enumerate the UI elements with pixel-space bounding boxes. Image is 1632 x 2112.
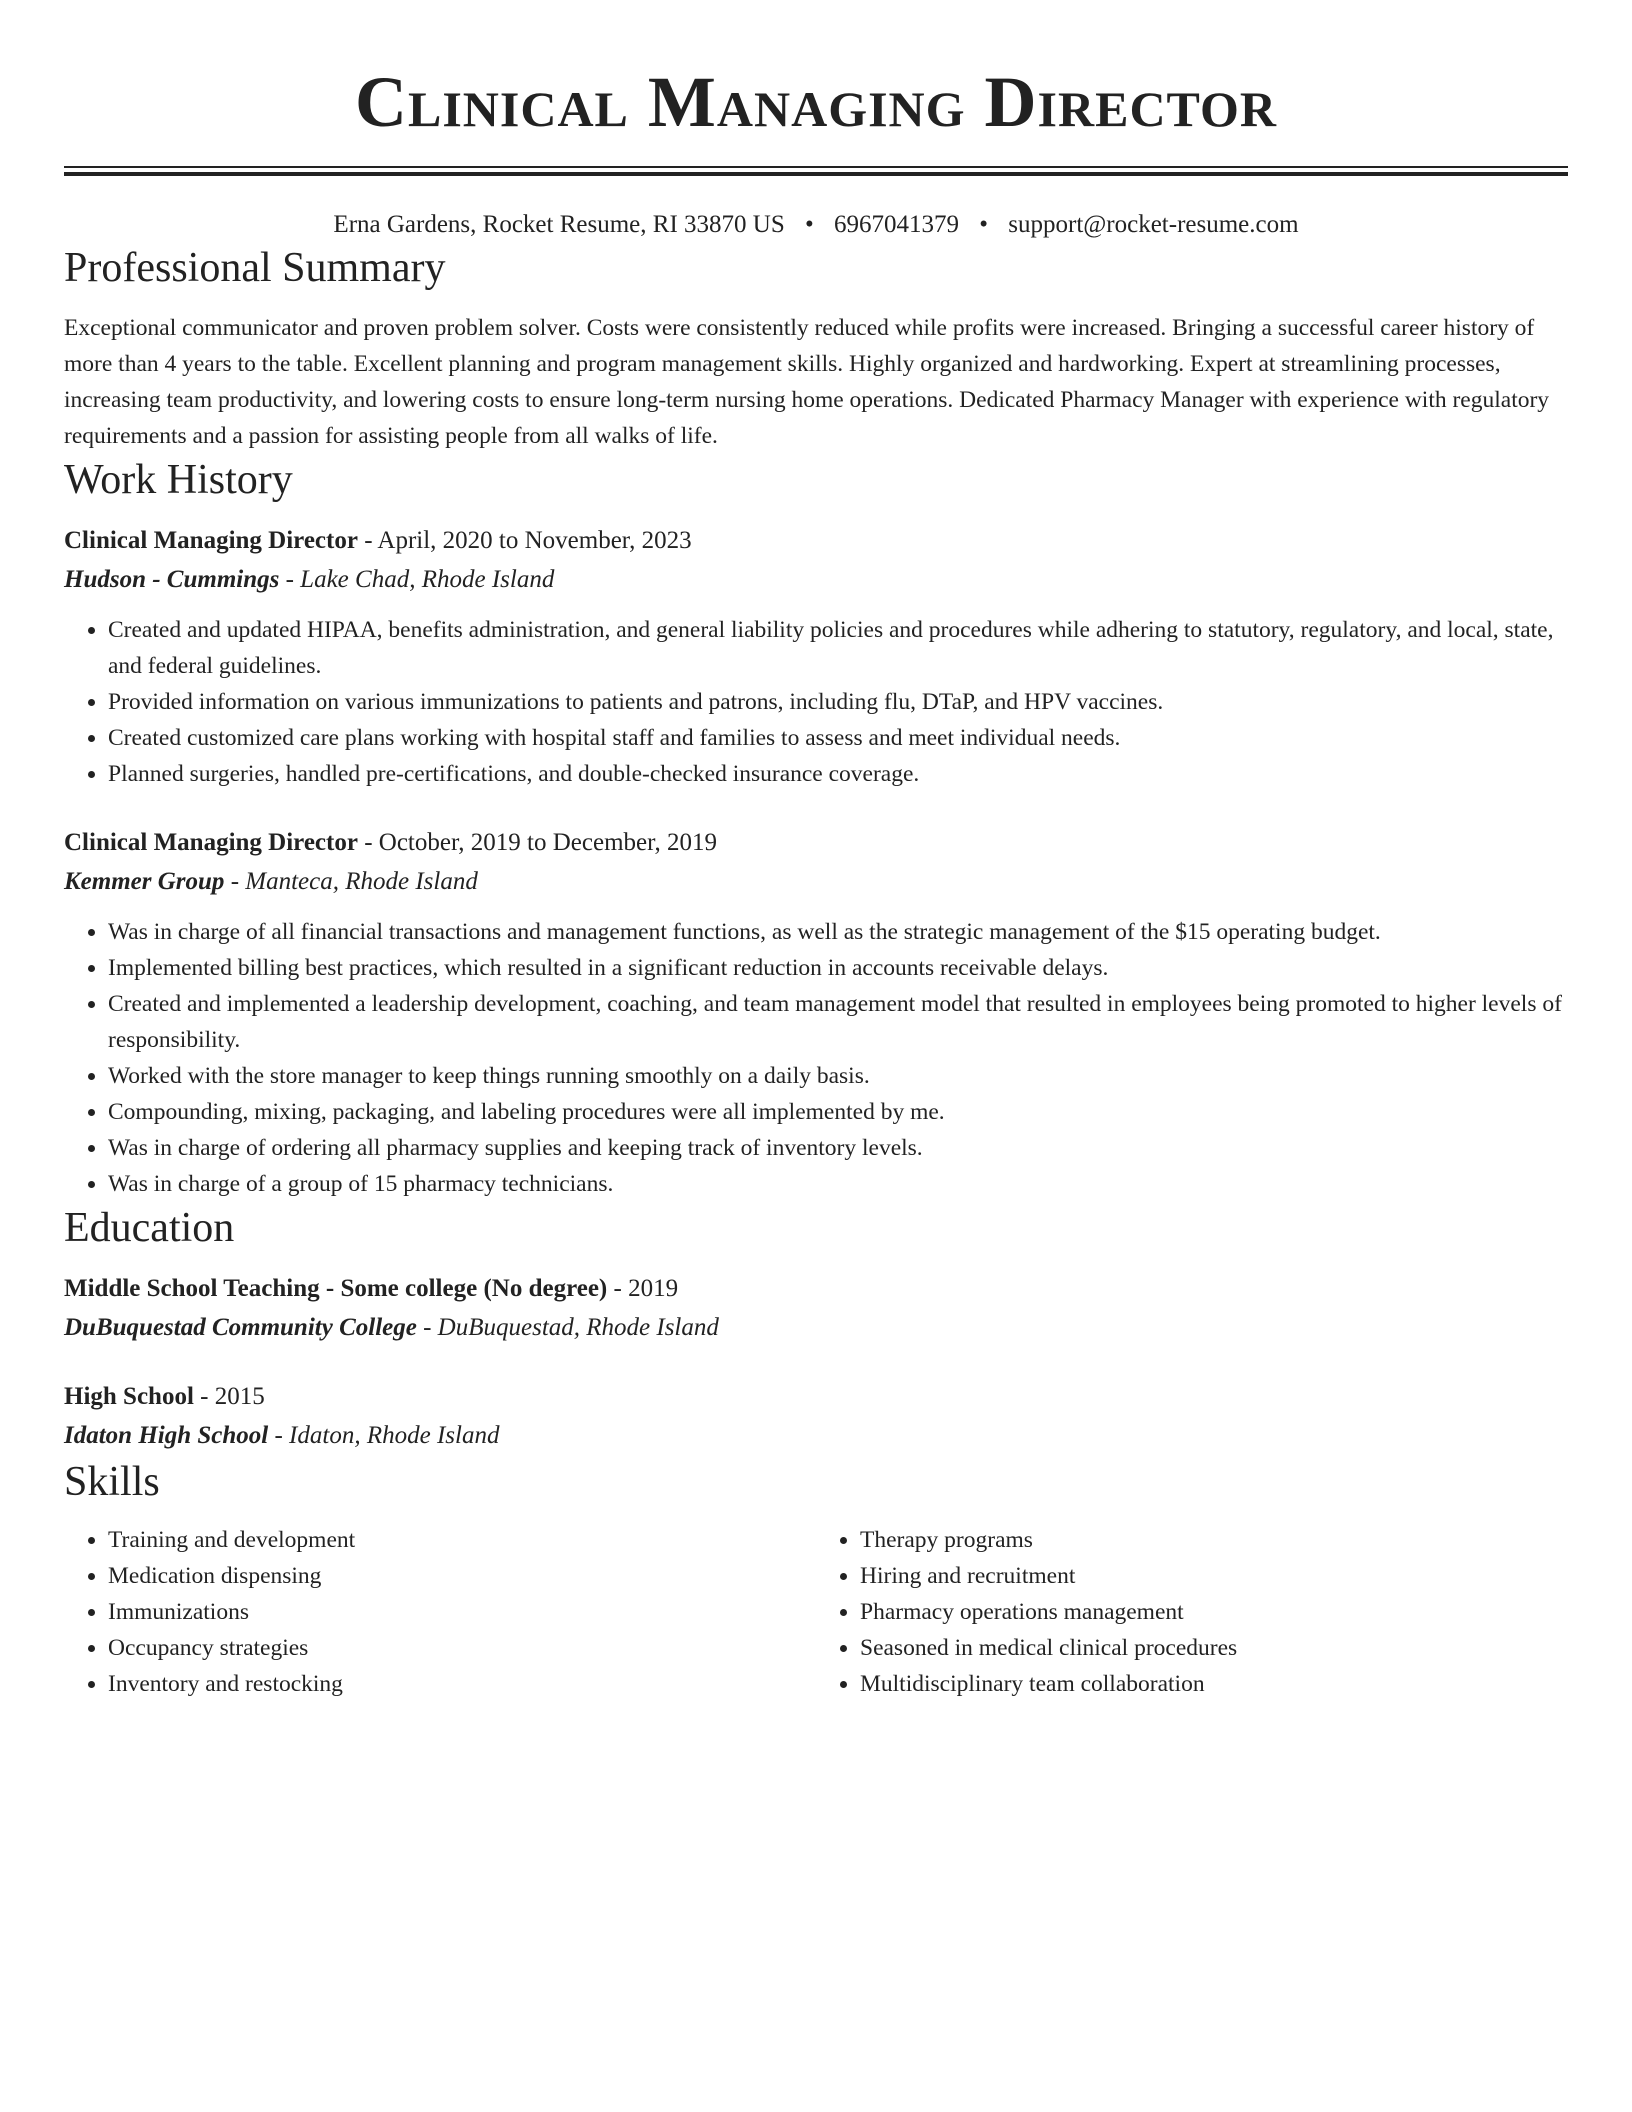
job-dates: - October, 2019 to December, 2019 (357, 829, 717, 856)
job-title-line (64, 522, 1568, 560)
contact-separator: • (979, 211, 989, 238)
school-name: DuBuquestad Community College (64, 1314, 417, 1341)
list-item: • Seasoned in medical clinical procedures (860, 1630, 1568, 1666)
list-item: • Therapy programs (860, 1522, 1568, 1558)
school-name: Idaton High School (64, 1422, 269, 1449)
degree-line (64, 1270, 1568, 1308)
list-item: • Inventory and restocking (108, 1666, 816, 1702)
page-title: Clinical Managing Director (354, 62, 1278, 142)
list-item: • Was in charge of all financial transactions and management functions, as well as the strategic management of the $15 operating budget. (108, 914, 1568, 950)
list-item: • Hiring and recruitment (860, 1558, 1568, 1594)
list-item: • Was in charge of ordering all pharmacy supplies and keeping track of inventory levels. (108, 1130, 1568, 1166)
work-history-heading: Work History (64, 457, 293, 503)
job-employer-line (64, 560, 1568, 600)
list-item: • Training and development (108, 1522, 816, 1558)
job-entry (64, 522, 1568, 792)
job-title: Clinical Managing Director (64, 829, 358, 856)
degree: High School (64, 1383, 194, 1410)
job-location: - Lake Chad, Rhode Island (279, 566, 555, 593)
list-item: • Implemented billing best practices, which resulted in a significant reduction in accounts receivable delays. (108, 950, 1568, 986)
skills-list-right (816, 1522, 1568, 1702)
contact-separator: • (804, 211, 814, 238)
list-item: • Multidisciplinary team collaboration (860, 1666, 1568, 1702)
degree-line (64, 1378, 1568, 1416)
education-heading: Education (64, 1205, 235, 1251)
job-bullets (64, 914, 1568, 1202)
contact-phone: 6967041379 (834, 211, 959, 238)
job-bullets (64, 612, 1568, 792)
list-item: • Planned surgeries, handled pre-certifications, and double-checked insurance coverage. (108, 756, 1568, 792)
education-entry (64, 1378, 1568, 1456)
school-location: - DuBuquestad, Rhode Island (416, 1314, 719, 1341)
contact-address: Erna Gardens, Rocket Resume, RI 33870 US (333, 211, 785, 238)
contact-email: support@rocket-resume.com (1008, 211, 1299, 238)
skills-heading: Skills (64, 1459, 160, 1505)
summary-heading: Professional Summary (64, 245, 446, 291)
job-location: - Manteca, Rhode Island (224, 868, 478, 895)
school-line (64, 1416, 1568, 1456)
degree-year: - 2019 (607, 1275, 679, 1302)
list-item: • Occupancy strategies (108, 1630, 816, 1666)
list-item: • Created and implemented a leadership development, coaching, and team management model that resulted in employees being promoted to higher levels of responsibility. (108, 986, 1568, 1058)
school-line (64, 1308, 1568, 1348)
list-item: • Created customized care plans working with hospital staff and families to assess and meet individual needs. (108, 720, 1568, 756)
list-item: • Compounding, mixing, packaging, and labeling procedures were all implemented by me. (108, 1094, 1568, 1130)
degree-year: - 2015 (193, 1383, 265, 1410)
job-employer: Hudson - Cummings (64, 566, 280, 593)
education-entry (64, 1270, 1568, 1348)
job-title: Clinical Managing Director (64, 527, 358, 554)
job-employer-line (64, 862, 1568, 902)
list-item: • Pharmacy operations management (860, 1594, 1568, 1630)
list-item: • Medication dispensing (108, 1558, 816, 1594)
list-item: • Provided information on various immunizations to patients and patrons, including flu, DTaP, and HPV vaccines. (108, 684, 1568, 720)
job-entry (64, 824, 1568, 1202)
skills-list-left (64, 1522, 816, 1702)
list-item: • Created and updated HIPAA, benefits administration, and general liability policies and procedures while adhering to statutory, regulatory, and local, state, and federal guidelines. (108, 612, 1568, 684)
job-dates: - April, 2020 to November, 2023 (357, 527, 692, 554)
degree: Middle School Teaching - Some college (No degree) (64, 1275, 608, 1302)
job-employer: Kemmer Group (64, 868, 225, 895)
contact-line (64, 208, 1568, 242)
job-title-line (64, 824, 1568, 862)
summary-text: Exceptional communicator and proven problem solver. Costs were consistently reduced while profits were increased. Bringing a successful career history of more than 4 years to the table. Excellent planning and program management skills. Highly organized and hardworking. Expert at streamlining processes, increasing team productivity, and lowering costs to ensure long-term nursing home operations. Dedicated Pharmacy Manager with experience with regulatory requirements and a passion for assisting people from all walks of life. (64, 315, 1550, 449)
skills-columns (64, 1522, 1568, 1702)
list-item: • Was in charge of a group of 15 pharmacy technicians. (108, 1166, 1568, 1202)
list-item: • Immunizations (108, 1594, 816, 1630)
list-item: • Worked with the store manager to keep things running smoothly on a daily basis. (108, 1058, 1568, 1094)
school-location: - Idaton, Rhode Island (268, 1422, 500, 1449)
title-divider (64, 166, 1568, 176)
